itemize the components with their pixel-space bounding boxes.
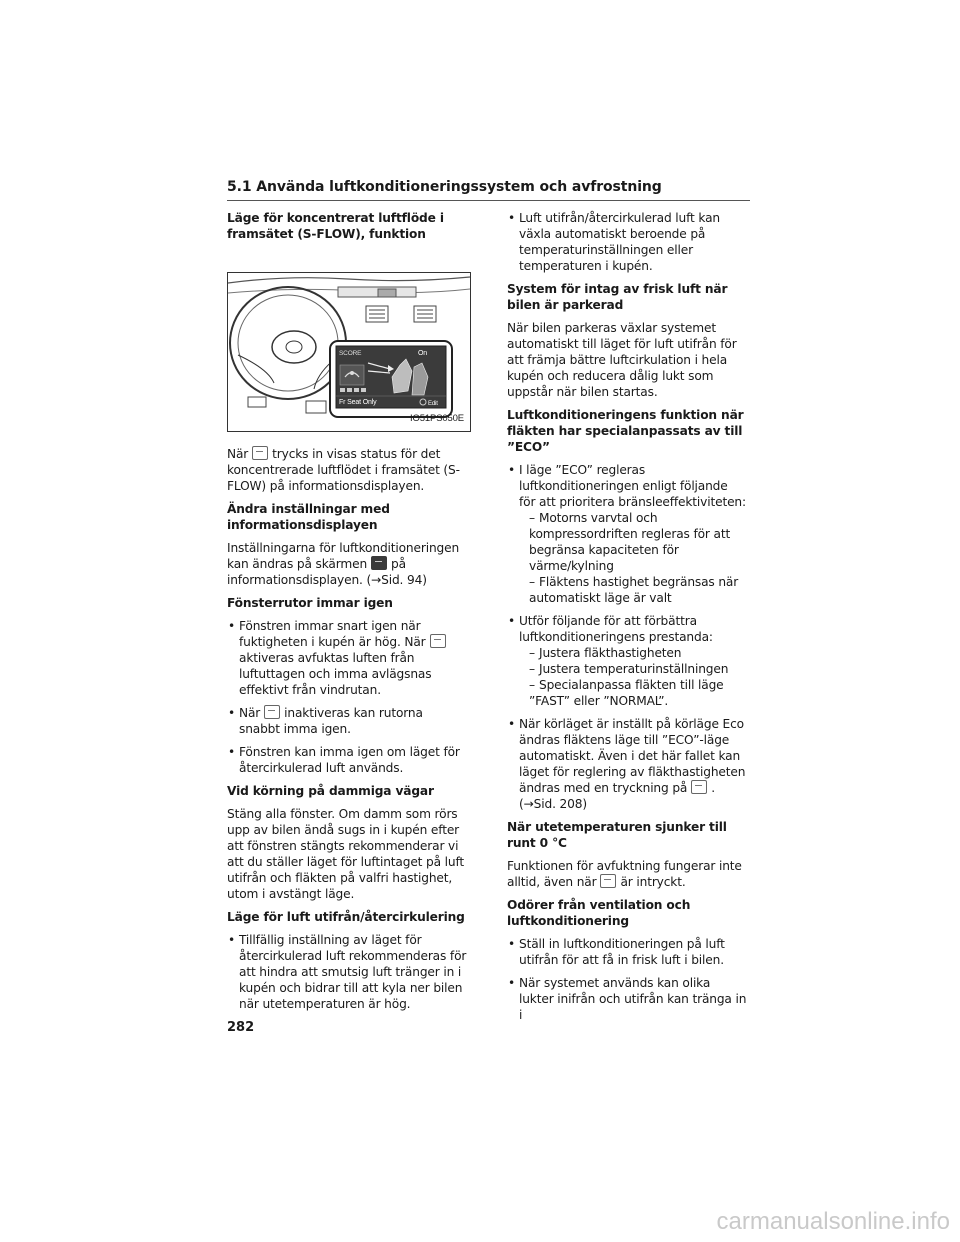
text: . [711, 781, 715, 795]
heading-odors: Odörer från ventilation och luftkonditionering [507, 898, 691, 928]
watermark: carmanualsonline.info [716, 1208, 950, 1235]
screen-edit-label: Edit [428, 401, 438, 407]
s-flow-button-icon [252, 446, 268, 460]
list-item [227, 705, 467, 737]
list-item [507, 210, 747, 274]
text: Fläktens hastighet begränsas när automatiskt läge är valt [529, 575, 739, 605]
text: Justera temperaturinställningen [539, 662, 729, 676]
text: Justera fläkthastigheten [539, 646, 682, 660]
ac-button-icon [430, 634, 446, 648]
bullet: • [228, 619, 236, 633]
text: Luft utifrån/återcirkulerad luft kan växla automatiskt beroende på temperaturinställningen eller temperaturen i kupén. [519, 211, 720, 273]
bullet: • [228, 745, 236, 759]
list-item [227, 932, 467, 1012]
screen-score-label: SCORE [339, 350, 362, 357]
list-item [507, 462, 747, 606]
heading-s-flow: Läge för koncentrerat luftflöde i framsätet (S-FLOW), funktion [227, 211, 444, 241]
paragraph-info-display [227, 540, 467, 588]
text: Utför följande för att förbättra luftkonditioneringens prestanda: [519, 614, 713, 644]
paragraph-dusty-roads: Stäng alla fönster. Om damm som rörs upp av bilen ändå sugs in i kupén efter att fönstren stängts rekommenderar vi att du ställer läget för luftintaget på luft utifrån och fläkten på valfri hastighet, utom i avstängt läge. [227, 807, 465, 901]
text: När [239, 706, 261, 720]
section-rule [227, 200, 750, 201]
screen-mode-label: Fr Seat Only [339, 399, 377, 406]
sub-item: – Justera fläkthastigheten [529, 646, 682, 660]
text: Tillfällig inställning av läget för återcirkulerad luft rekommenderas för att hindra att smutsig luft tränger in i kupén och bidrar till att kyla ner bilen när utetemperaturen är hög. [239, 933, 467, 1011]
sub-item: – Motorns varvtal och kompressordriften regleras för att begränsa kapaciteten för värme/kylning [529, 511, 731, 573]
text: aktiveras avfuktas luften från luftuttagen och imma avlägsnas effektivt från vindrutan. [239, 651, 432, 697]
text: Ställ in luftkonditioneringen på luft utifrån för att få in frisk luft i bilen. [519, 937, 725, 967]
text: Motorns varvtal och kompressordriften regleras för att begränsa kapaciteten för värme/kylning [529, 511, 731, 573]
heading-air-intake: Läge för luft utifrån/återcirkulering [227, 910, 465, 924]
fan-mode-button-icon [691, 780, 707, 794]
heading-zero-degrees: När utetemperaturen sjunker till runt 0 °C [507, 820, 727, 850]
text: Fönstren kan imma igen om läget för återcirkulerad luft används. [239, 745, 460, 775]
text: Inställningarna för luftkonditioneringen kan ändras på skärmen [227, 541, 460, 571]
screen-on-label: On [418, 350, 428, 357]
paragraph-zero-degrees [507, 858, 747, 890]
bullet: • [228, 933, 236, 947]
figure-code: IO51PS050E [410, 413, 464, 424]
bullet: • [508, 937, 516, 951]
heading-fogging: Fönsterrutor immar igen [227, 596, 393, 610]
bullet: • [228, 706, 236, 720]
text: I läge ”ECO” regleras luftkonditioneringen enligt följande för att prioritera bränsleeffektiviteten: [519, 463, 746, 509]
ac-button-icon [600, 874, 616, 888]
bullet: • [508, 463, 516, 477]
climate-screen-icon [371, 556, 387, 570]
text: Specialanpassa fläkten till läge ”FAST” eller ”NORMAL”. [529, 678, 724, 708]
bullet: • [508, 614, 516, 628]
page-reference: (→Sid. 208) [519, 797, 587, 811]
heading-parked-intake: System för intag av frisk luft när bilen är parkerad [507, 282, 728, 312]
list-item [507, 975, 747, 1023]
bullet: • [508, 976, 516, 990]
heading-info-display: Ändra inställningar med informationsdisplayen [227, 502, 390, 532]
list-item [507, 716, 747, 812]
text: är intryckt. [620, 875, 686, 889]
text: Funktionen för avfuktning fungerar inte alltid, även när [507, 859, 742, 889]
text: trycks in visas status för det koncentrerade luftflödet i framsätet (S-FLOW) på informationsdisplayen. [227, 447, 460, 493]
sub-item: – Justera temperaturinställningen [529, 662, 729, 676]
text: inaktiveras kan rutorna snabbt imma igen. [239, 706, 423, 736]
list-item [227, 618, 467, 698]
section-title: 5.1 Använda luftkonditioneringssystem och avfrostning [227, 179, 662, 195]
list-item [507, 613, 747, 709]
text: När körläget är inställt på körläge Eco ändras fläktens läge till ”ECO”-läge automatiskt. Även i det här fallet kan läget för reglering av fläkthastigheten ändras med en tryckning på [519, 717, 746, 795]
list-item [227, 744, 467, 776]
text: När systemet används kan olika lukter inifrån och utifrån kan tränga in i [519, 976, 747, 1022]
dashboard-illustration [227, 272, 471, 432]
heading-eco-fan: Luftkonditioneringens funktion när fläkten har specialanpassats av till ”ECO” [507, 408, 744, 454]
list-item [507, 936, 747, 968]
sub-item: – Fläktens hastighet begränsas när automatiskt läge är valt [529, 575, 739, 605]
page-number: 282 [227, 1020, 255, 1035]
section-header [227, 178, 750, 201]
bullet: • [508, 717, 516, 731]
left-column [227, 210, 467, 1019]
ac-button-icon [264, 705, 280, 719]
right-column [507, 210, 747, 1030]
dashboard-drawing [228, 273, 470, 431]
text: När [227, 447, 249, 461]
bullet: • [508, 211, 516, 225]
paragraph-s-flow [227, 446, 467, 494]
paragraph-parked-intake: När bilen parkeras växlar systemet automatiskt till läget för luft utifrån för att främja bättre luftcirkulation i hela kupén och reducera dålig lukt som uppstår när bilen startas. [507, 321, 737, 399]
text: Fönstren immar snart igen när fuktigheten i kupén är hög. När [239, 619, 426, 649]
text: på informationsdisplayen. (→Sid. 94) [227, 557, 427, 587]
sub-item: – Specialanpassa fläkten till läge ”FAST” eller ”NORMAL”. [529, 678, 724, 708]
heading-dusty-roads: Vid körning på dammiga vägar [227, 784, 434, 798]
